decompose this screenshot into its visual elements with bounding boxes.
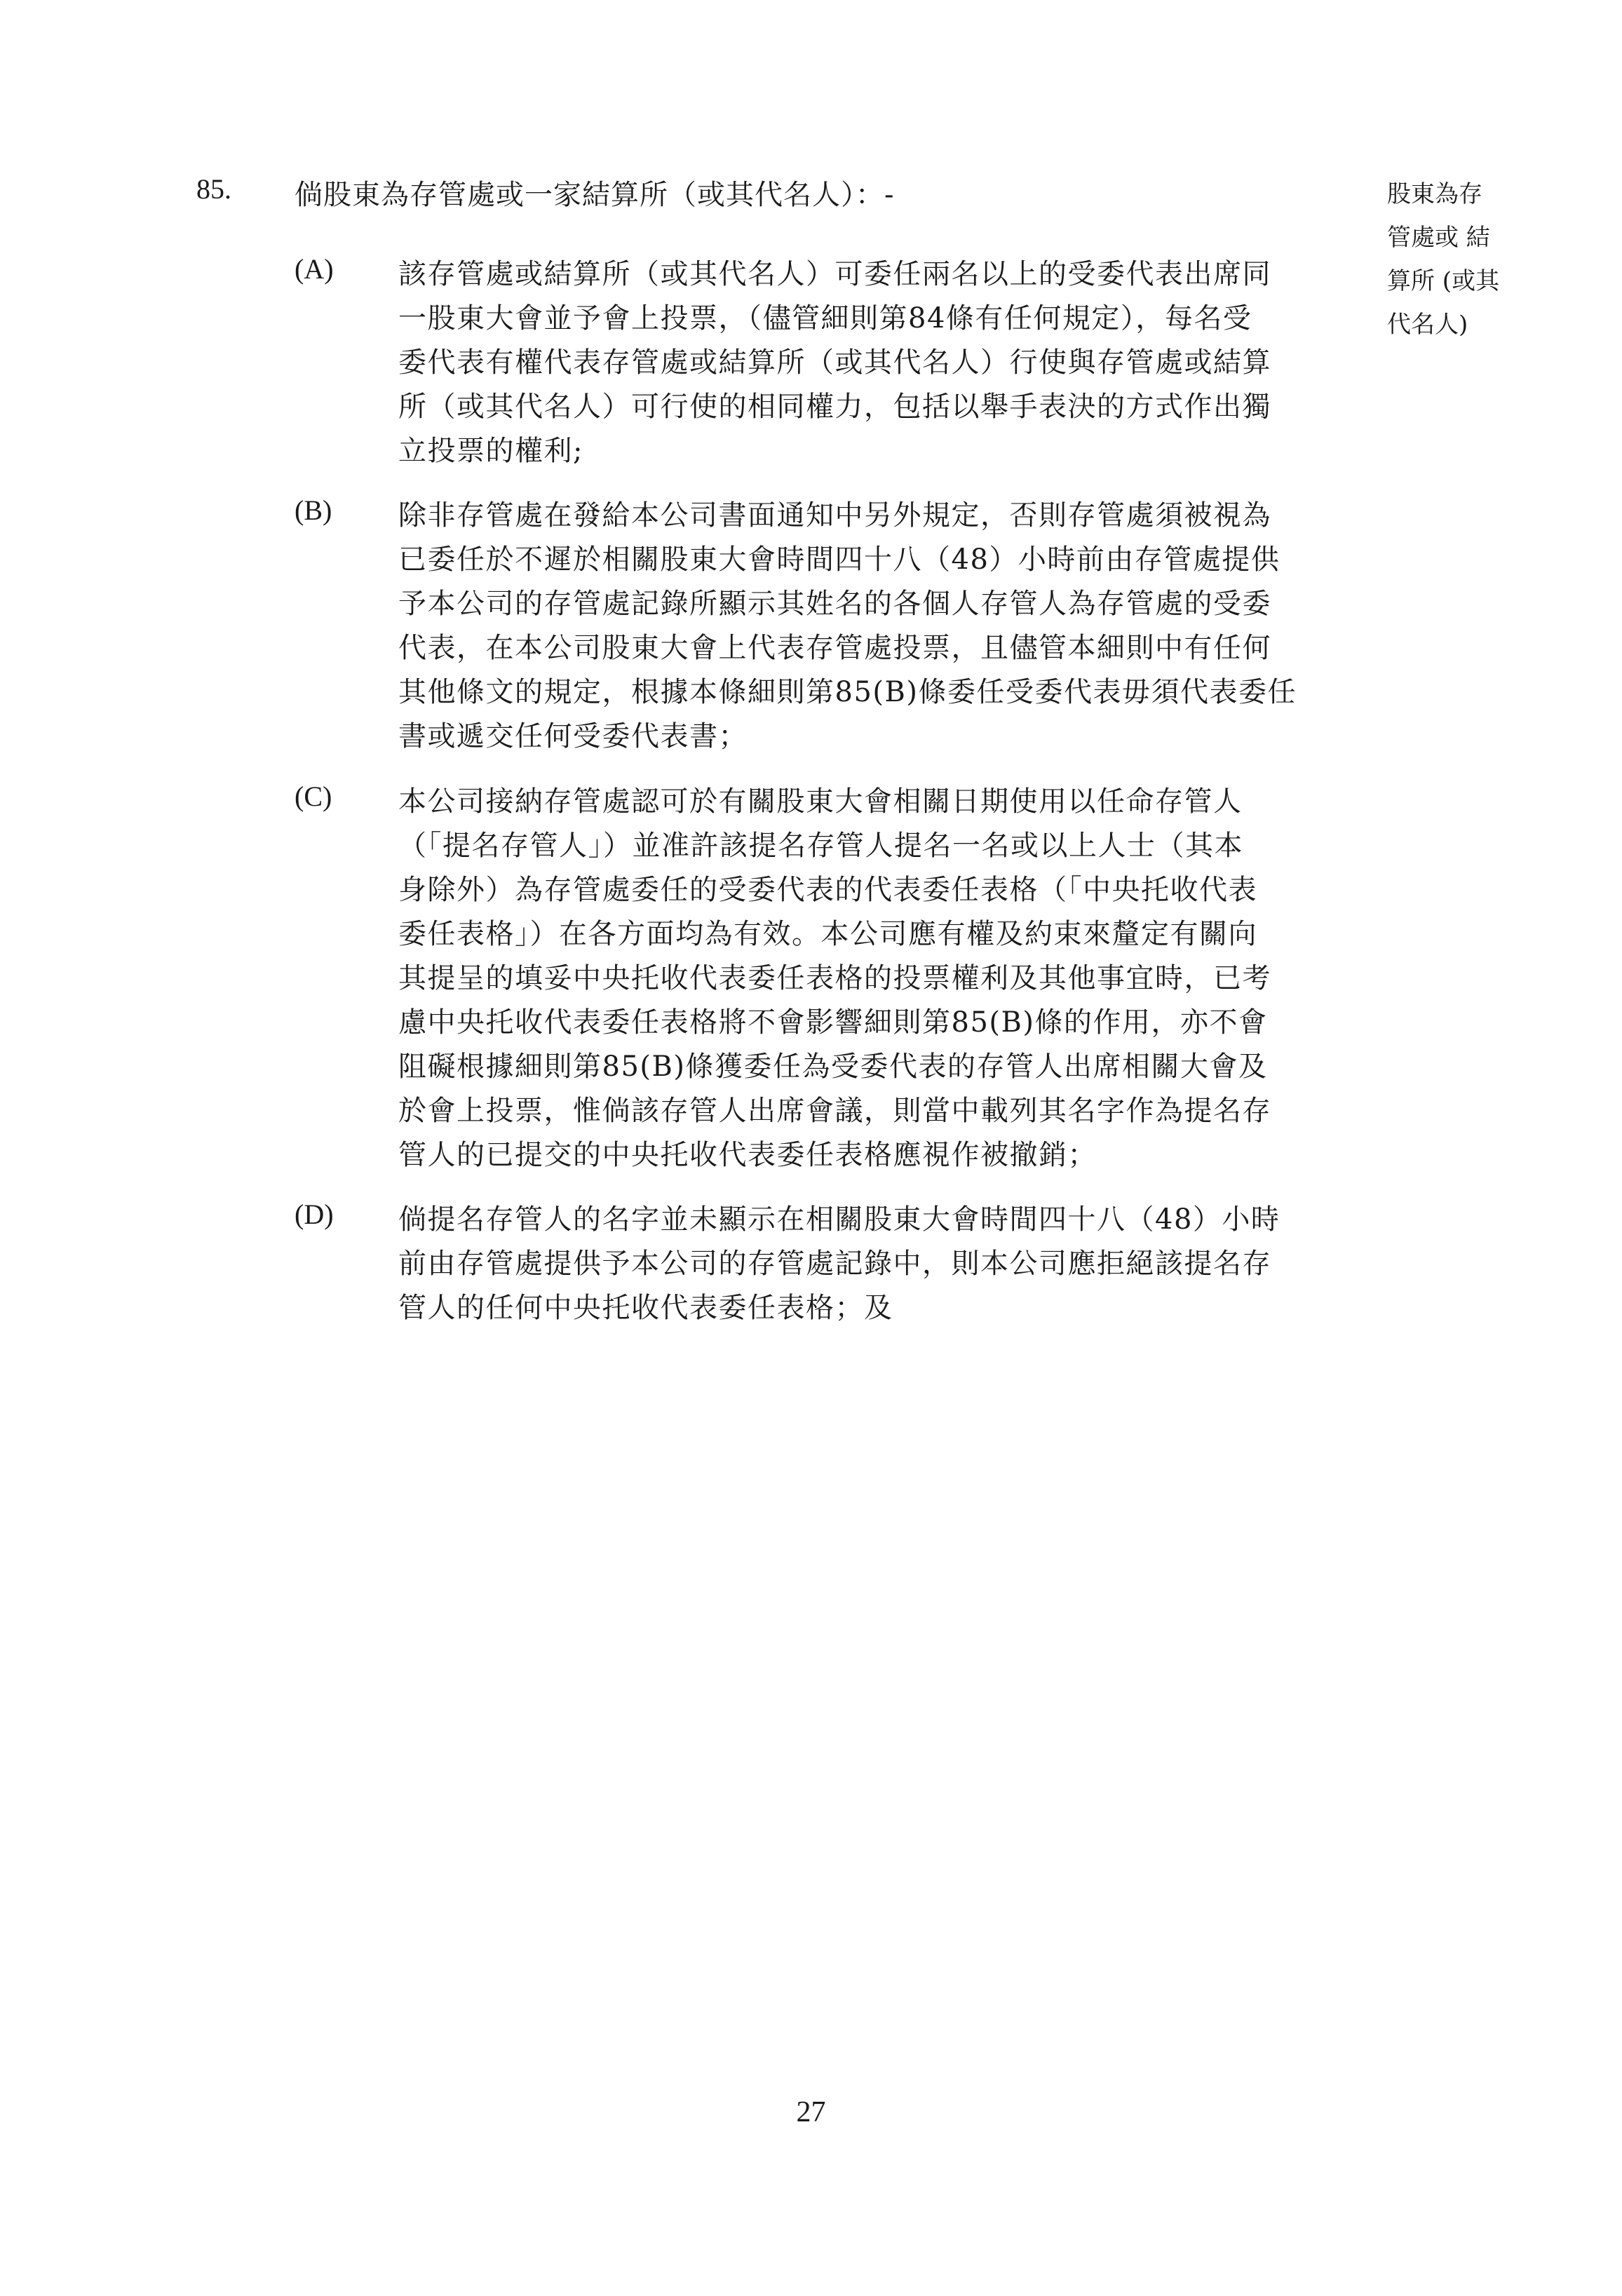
margin-note-line: 代名人) (1387, 311, 1468, 339)
clause-line: 本公司接納存管處認可於有關股東大會相關日期使用以任命存管人 (398, 785, 1243, 818)
clause-line: 管人的已提交的中央托收代表委任表格應視作被撤銷； (398, 1139, 1097, 1171)
clause-text (398, 252, 1338, 473)
clause-label: (D) (295, 1198, 334, 1230)
article-heading: 倘股東為存管處或一家結算所（或其代名人）：- (295, 179, 895, 211)
clause-label: (B) (295, 494, 332, 526)
clause-line: 代表，在本公司股東大會上代表存管處投票，且儘管本細則中有任何 (398, 632, 1271, 664)
clause-line: 其提呈的填妥中央托收代表委任表格的投票權利及其他事宜時，已考 (398, 962, 1271, 994)
clause-line: 已委任於不遲於相關股東大會時間四十八（48）小時前由存管處提供 (398, 543, 1280, 576)
clause-line: 除非存管處在發給本公司書面通知中另外規定，否則存管處須被視為 (398, 499, 1271, 532)
clause-line: 身除外）為存管處委任的受委代表的代表委任表格（「中央托收代表 (398, 874, 1257, 906)
margin-note-line: 股東為存 (1387, 180, 1482, 208)
clause-line: 書或遞交任何受委代表書； (398, 720, 748, 752)
clause-line: 委代表有權代表存管處或結算所（或其代名人）行使與存管處或結算 (398, 346, 1271, 379)
clause-line: 予本公司的存管處記錄所顯示其姓名的各個人存管人為存管處的受委 (398, 588, 1271, 620)
margin-note-line: 算所 (或其 (1387, 267, 1500, 295)
clause-text (398, 1198, 1338, 1330)
clause-text (398, 780, 1338, 1177)
clause-line: 慮中央托收代表委任表格將不會影響細則第85(B)條的作用，亦不會 (398, 1006, 1268, 1039)
clause-line: 阻礙根據細則第85(B)條獲委任為受委代表的存管人出席相關大會及 (398, 1051, 1268, 1083)
article-number: 85. (196, 173, 231, 205)
clause-label: (A) (295, 253, 334, 285)
clause-line: 一股東大會並予會上投票，（儘管細則第84條有任何規定），每名受 (398, 302, 1252, 335)
clause-line: 立投票的權利; (398, 435, 583, 467)
margin-note (1387, 173, 1527, 346)
page-number: 27 (796, 2096, 826, 2128)
clause-line: 前由存管處提供予本公司的存管處記錄中，則本公司應拒絕該提名存 (398, 1248, 1271, 1280)
clause-line: （「提名存管人」）並准許該提名存管人提名一名或以上人士（其本 (398, 830, 1243, 862)
clause-line: 其他條文的規定，根據本條細則第85(B)條委任受委代表毋須代表委任 (398, 676, 1297, 708)
clause-label: (C) (295, 781, 332, 812)
clause-line: 該存管處或結算所（或其代名人）可委任兩名以上的受委代表出席同 (398, 258, 1271, 290)
clause-line: 管人的任何中央托收代表委任表格；及 (398, 1292, 893, 1324)
clause-line: 委任表格」）在各方面均為有效。本公司應有權及約束來釐定有關向 (398, 918, 1257, 950)
clause-text (398, 494, 1338, 759)
clause-line: 倘提名存管人的名字並未顯示在相關股東大會時間四十八（48）小時 (398, 1203, 1280, 1236)
clause-line: 所（或其代名人）可行使的相同權力，包括以舉手表決的方式作出獨 (398, 391, 1271, 423)
clause-line: 於會上投票，惟倘該存管人出席會議，則當中載列其名字作為提名存 (398, 1095, 1271, 1127)
margin-note-line: 管處或 結 (1387, 224, 1490, 252)
